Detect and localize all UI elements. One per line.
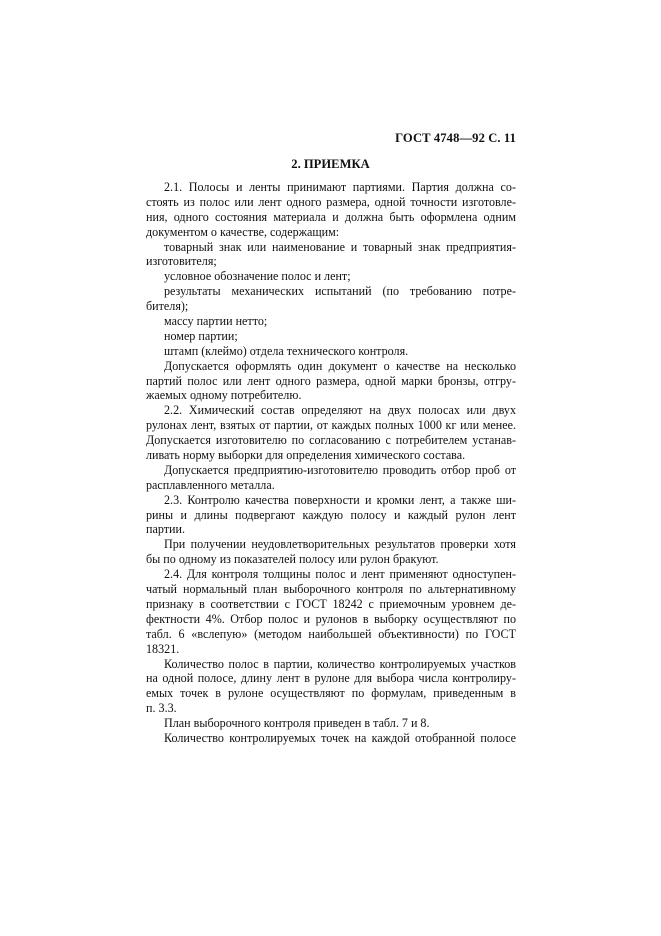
text-line: изготовителя; <box>146 254 217 269</box>
text-line: стоять из полос или лент одного размера, одной точности изготовле- <box>146 194 516 209</box>
text-line: результаты механических испытаний (по требованию потре- <box>164 284 516 299</box>
text-line: партий полос или лент одного размера, одной марки бронзы, отгру- <box>146 373 516 388</box>
text-line: Допускается предприятию-изготовителю проводить отбор проб от <box>164 462 516 477</box>
text-line: товарный знак или наименование и товарный знак предприятия- <box>164 239 516 254</box>
text-line: рулонах лент, взятых от партии, от каждых полных 1000 кг или менее. <box>146 418 516 433</box>
text-line: План выборочного контроля приведен в табл. 7 и 8. <box>164 716 430 731</box>
text-line: партии. <box>146 522 185 537</box>
text-line: 2.3. Контролю качества поверхности и кромки лент, а также ши- <box>164 492 516 507</box>
text-line: табл. 6 «вслепую» (методом наибольшей объективности) по ГОСТ <box>146 626 516 641</box>
text-line: 18321. <box>146 641 180 656</box>
text-line: расплавленного металла. <box>146 477 275 492</box>
text-line: Количество полос в партии, количество контролируемых участков <box>164 656 516 671</box>
text-line: рины и длины подвергают каждую полосу и каждый рулон лент <box>146 507 516 522</box>
text-line: условное обозначение полос и лент; <box>164 269 351 284</box>
text-line: бителя); <box>146 299 189 314</box>
text-line: чатый нормальный план выборочного контроля по альтернативному <box>146 582 516 597</box>
text-line: емых точек в рулоне осуществляют по формулам, приведенным в <box>146 686 516 701</box>
text-line: При получении неудовлетворительных результатов проверки хотя <box>164 537 516 552</box>
text-line: Количество контролируемых точек на каждой отобранной полосе <box>164 730 516 745</box>
text-line: бы по одному из показателей полосу или рулон бракуют. <box>146 552 439 567</box>
section-title: 2. ПРИЕМКА <box>291 157 370 171</box>
text-line: Допускается оформлять один документ о качестве на несколько <box>164 358 516 373</box>
text-line: штамп (клеймо) отдела технического контроля. <box>164 343 409 358</box>
text-line: 2.1. Полосы и ленты принимают партиями. Партия должна со- <box>164 180 516 194</box>
text-line: ливать норму выборки для определения химического состава. <box>146 448 466 463</box>
text-line: документом о качестве, содержащим: <box>146 224 340 239</box>
text-line: массу партии нетто; <box>164 314 268 329</box>
text-line: признаку в соответствии с ГОСТ 18242 с приемочным уровнем де- <box>146 596 516 611</box>
text-line: жаемых одному потребителю. <box>146 388 302 403</box>
body-text <box>146 180 516 746</box>
text-line: 2.2. Химический состав определяют на двух полосах или двух <box>164 403 516 418</box>
text-line: фектности 4%. Отбор полос и рулонов в выборку осуществляют по <box>146 611 516 626</box>
running-header: ГОСТ 4748—92 С. 11 <box>395 131 516 145</box>
text-line: п. 3.3. <box>146 701 177 716</box>
text-line: ния, одного состояния материала и должна быть оформлена одним <box>146 209 516 224</box>
text-line: 2.4. Для контроля толщины полос и лент применяют одноступен- <box>164 567 516 582</box>
text-line: Допускается изготовителю по согласованию с потребителем устанав- <box>146 433 516 448</box>
text-line: номер партии; <box>164 328 238 343</box>
text-line: на одной полосе, длину лент в рулоне для выбора числа контролиру- <box>146 671 516 686</box>
